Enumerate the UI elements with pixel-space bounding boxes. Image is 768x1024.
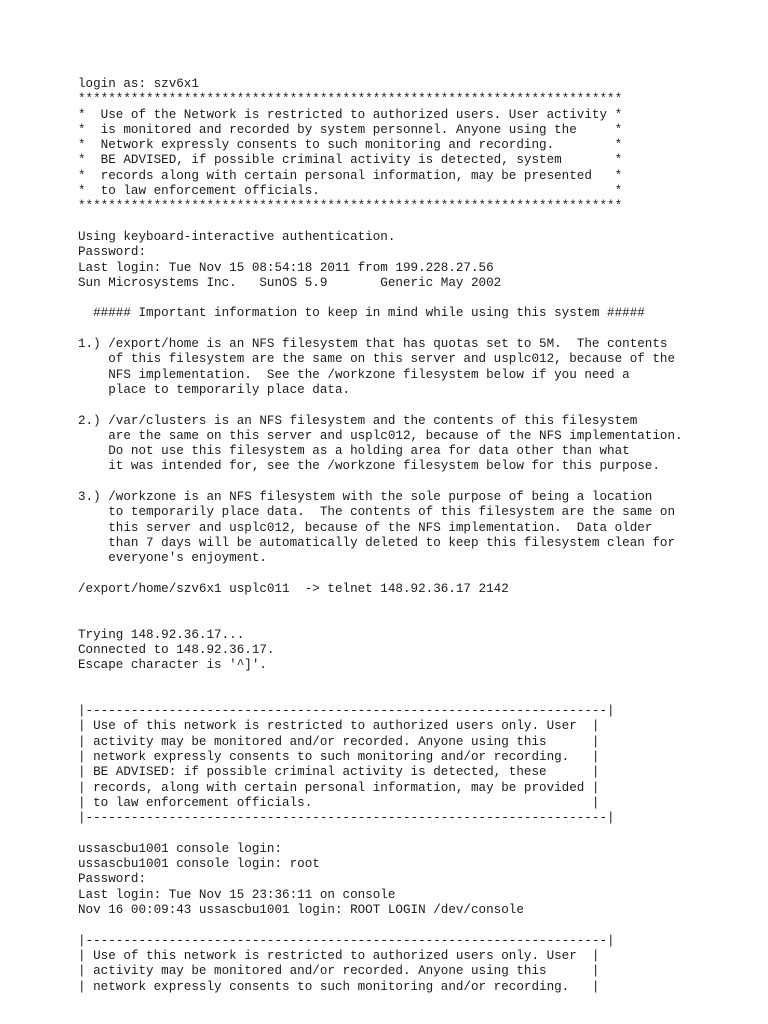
terminal-line	[78, 674, 758, 689]
terminal-line: | activity may be monitored and/or recorded. Anyone using this |	[78, 734, 600, 749]
terminal-line: Do not use this filesystem as a holding area for data other than what	[78, 444, 630, 459]
terminal-line: * records along with certain personal information, may be presented *	[78, 168, 623, 183]
terminal-line: |---------------------------------------------------------------------|	[78, 704, 615, 719]
terminal-line: everyone's enjoyment.	[78, 551, 267, 566]
terminal-line	[78, 689, 758, 704]
terminal-line: Connected to 148.92.36.17.	[78, 642, 275, 657]
terminal-line	[78, 398, 758, 413]
terminal-line: | activity may be monitored and/or recorded. Anyone using this |	[78, 964, 600, 979]
terminal-line: * to law enforcement officials. *	[78, 184, 623, 199]
terminal-line	[78, 475, 758, 490]
terminal-line	[78, 215, 758, 230]
terminal-line: | network expressly consents to such monitoring and/or recording. |	[78, 979, 600, 994]
terminal-line: Last login: Tue Nov 15 23:36:11 on console	[78, 887, 396, 902]
terminal-line: 3.) /workzone is an NFS filesystem with the sole purpose of being a location	[78, 490, 653, 505]
terminal-line: | BE ADVISED: if possible criminal activity is detected, these |	[78, 765, 600, 780]
terminal-line	[78, 597, 758, 612]
terminal-line	[78, 918, 758, 933]
terminal-line: 1.) /export/home is an NFS filesystem that has quotas set to 5M. The contents	[78, 337, 668, 352]
terminal-line: Sun Microsystems Inc. SunOS 5.9 Generic May 2002	[78, 275, 502, 290]
terminal-line: it was intended for, see the /workzone filesystem below for this purpose.	[78, 459, 660, 474]
terminal-line: 2.) /var/clusters is an NFS filesystem and the contents of this filesystem	[78, 413, 638, 428]
terminal-line: * Use of the Network is restricted to authorized users. User activity *	[78, 107, 623, 122]
terminal-line: Password:	[78, 245, 147, 260]
terminal-line: | records, along with certain personal information, may be provided |	[78, 780, 600, 795]
terminal-line: ************************************************************************	[78, 92, 623, 107]
terminal-line: place to temporarily place data.	[78, 382, 351, 397]
terminal-line: * is monitored and recorded by system personnel. Anyone using the *	[78, 122, 623, 137]
terminal-line: this server and usplc012, because of the NFS implementation. Data older	[78, 520, 653, 535]
terminal-line: * Network expressly consents to such monitoring and recording. *	[78, 138, 623, 153]
terminal-line: NFS implementation. See the /workzone filesystem below if you need a	[78, 367, 630, 382]
terminal-line: are the same on this server and usplc012, because of the NFS implementation.	[78, 428, 683, 443]
terminal-line: | Use of this network is restricted to authorized users only. User |	[78, 719, 600, 734]
terminal-line: to temporarily place data. The contents of this filesystem are the same on	[78, 505, 676, 520]
terminal-line: | network expressly consents to such monitoring and/or recording. |	[78, 750, 600, 765]
terminal-line: than 7 days will be automatically deleted to keep this filesystem clean for	[78, 535, 676, 550]
terminal-line: | Use of this network is restricted to authorized users only. User |	[78, 948, 600, 963]
terminal-line	[78, 322, 758, 337]
terminal-line: Password:	[78, 872, 147, 887]
terminal-line: Nov 16 00:09:43 ussascbu1001 login: ROOT LOGIN /dev/console	[78, 903, 524, 918]
terminal-line: ussascbu1001 console login: root	[78, 857, 320, 872]
terminal-line: |---------------------------------------------------------------------|	[78, 811, 615, 826]
terminal-line: Using keyboard-interactive authentication.	[78, 229, 396, 244]
terminal-line: | to law enforcement officials. |	[78, 795, 600, 810]
terminal-line	[78, 567, 758, 582]
terminal-line: login as: szv6x1	[78, 77, 199, 91]
terminal-line: * BE ADVISED, if possible criminal activity is detected, system *	[78, 153, 623, 168]
terminal-line	[78, 291, 758, 306]
terminal-line: ##### Important information to keep in mind while using this system #####	[78, 306, 645, 321]
terminal-line: ussascbu1001 console login:	[78, 841, 283, 856]
terminal-line: Escape character is '^]'.	[78, 658, 267, 673]
terminal-line: ************************************************************************	[78, 199, 623, 214]
terminal-line	[78, 827, 758, 842]
terminal-line	[78, 612, 758, 627]
terminal-line: |---------------------------------------------------------------------|	[78, 933, 615, 948]
terminal-line: /export/home/szv6x1 usplc011 -> telnet 148.92.36.17 2142	[78, 581, 509, 596]
terminal-line: of this filesystem are the same on this server and usplc012, because of the	[78, 352, 676, 367]
terminal-line: Last login: Tue Nov 15 08:54:18 2011 from 199.228.27.56	[78, 260, 494, 275]
terminal-output[interactable]	[78, 77, 758, 995]
terminal-line: Trying 148.92.36.17...	[78, 627, 245, 642]
